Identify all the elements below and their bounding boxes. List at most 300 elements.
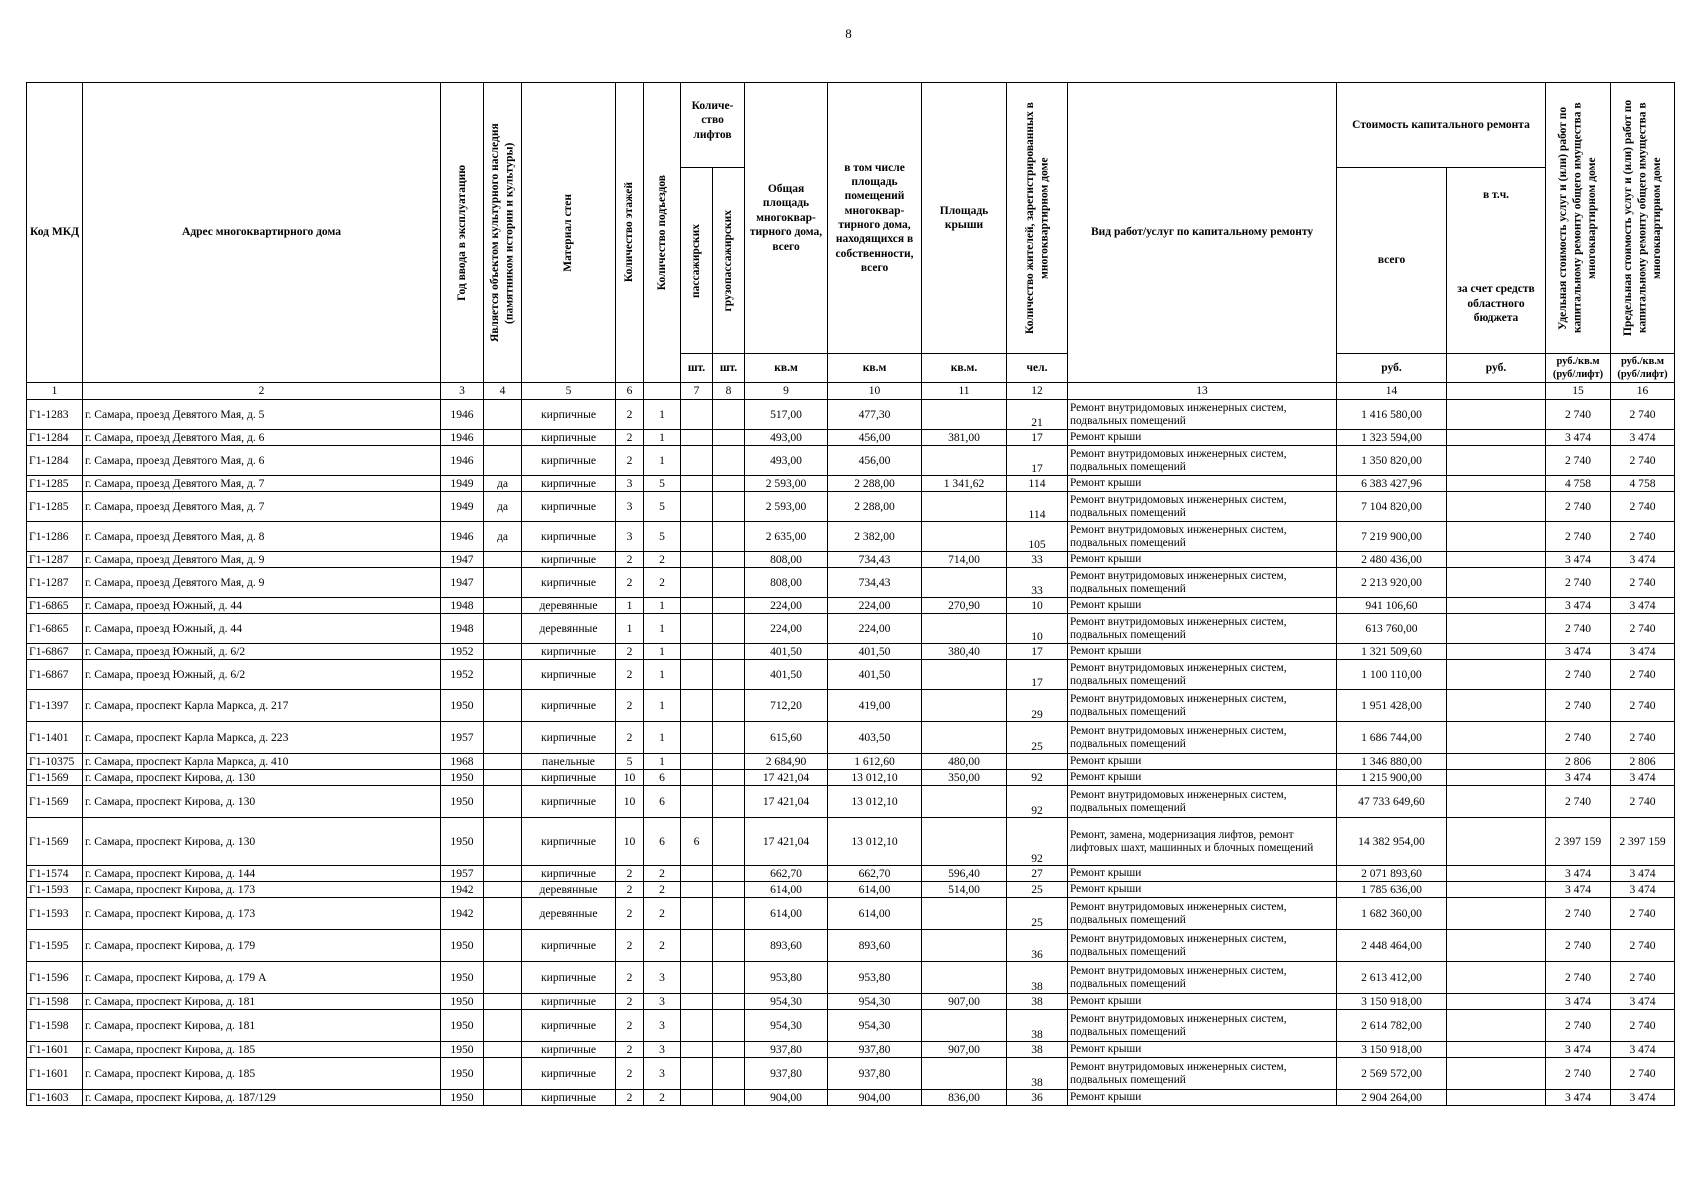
- cell-entrances: 1: [644, 446, 681, 476]
- cell-floors: 2: [616, 1010, 644, 1042]
- cell-walls: кирпичные: [522, 400, 616, 430]
- cell-residents: 33: [1007, 568, 1068, 598]
- cell-unit-cost: 2 806: [1546, 754, 1611, 770]
- cell-entrances: 1: [644, 660, 681, 690]
- cell-roof-area: [922, 660, 1007, 690]
- cell-code: Г1-1596: [27, 962, 83, 994]
- cell-entrances: 3: [644, 1010, 681, 1042]
- cell-total-area: 401,50: [745, 644, 828, 660]
- cell-work: Ремонт внутридомовых инженерных систем, подвальных помещений: [1068, 1010, 1337, 1042]
- cell-private-area: 2 382,00: [828, 522, 922, 552]
- column-number: 6: [616, 383, 644, 400]
- cell-unit-cost: 2 740: [1546, 660, 1611, 690]
- cell-private-area: 403,50: [828, 722, 922, 754]
- cell-lifts-passenger: [681, 644, 713, 660]
- cell-private-area: 224,00: [828, 614, 922, 644]
- cell-roof-area: 907,00: [922, 1042, 1007, 1058]
- cell-unit-cost: 3 474: [1546, 770, 1611, 786]
- header-cost-total: всего: [1337, 168, 1447, 354]
- cell-cost-total: 2 480 436,00: [1337, 552, 1447, 568]
- cell-entrances: 1: [644, 400, 681, 430]
- cell-address: г. Самара, проспект Карла Маркса, д. 410: [83, 754, 441, 770]
- cell-lifts-freight: [713, 722, 745, 754]
- cell-cost-total: 14 382 954,00: [1337, 818, 1447, 866]
- header-roof-area: Площадь крыши: [922, 83, 1007, 354]
- cell-total-area: 662,70: [745, 866, 828, 882]
- cell-lifts-passenger: [681, 446, 713, 476]
- header-cost-including: в т.ч.: [1482, 189, 1510, 202]
- cell-walls: кирпичные: [522, 568, 616, 598]
- cell-lifts-passenger: [681, 476, 713, 492]
- unit-total-area: кв.м: [745, 354, 828, 383]
- cell-cost-regional: [1447, 930, 1546, 962]
- cell-unit-cost: 2 740: [1546, 446, 1611, 476]
- cell-work: Ремонт крыши: [1068, 866, 1337, 882]
- cell-year: 1946: [441, 400, 484, 430]
- cell-code: Г1-1593: [27, 898, 83, 930]
- table-row: [27, 568, 1675, 598]
- cell-limit-cost: 2 740: [1611, 568, 1675, 598]
- cell-walls: кирпичные: [522, 994, 616, 1010]
- cell-code: Г1-1569: [27, 770, 83, 786]
- cell-work: Ремонт внутридомовых инженерных систем, подвальных помещений: [1068, 614, 1337, 644]
- cell-lifts-freight: [713, 1058, 745, 1090]
- cell-limit-cost: 2 740: [1611, 1058, 1675, 1090]
- cell-heritage: [484, 446, 522, 476]
- cell-entrances: 1: [644, 430, 681, 446]
- cell-walls: кирпичные: [522, 930, 616, 962]
- cell-limit-cost: 2 806: [1611, 754, 1675, 770]
- cell-walls: кирпичные: [522, 1058, 616, 1090]
- cell-total-area: 17 421,04: [745, 770, 828, 786]
- cell-heritage: [484, 644, 522, 660]
- cell-residents: 10: [1007, 598, 1068, 614]
- cell-limit-cost: 3 474: [1611, 866, 1675, 882]
- cell-address: г. Самара, проезд Девятого Мая, д. 9: [83, 568, 441, 598]
- cell-code: Г1-1401: [27, 722, 83, 754]
- cell-private-area: 904,00: [828, 1090, 922, 1106]
- cell-address: г. Самара, проспект Кирова, д. 181: [83, 994, 441, 1010]
- cell-walls: кирпичные: [522, 430, 616, 446]
- cell-roof-area: [922, 690, 1007, 722]
- cell-lifts-freight: [713, 446, 745, 476]
- cell-total-area: 2 593,00: [745, 476, 828, 492]
- cell-address: г. Самара, проезд Южный, д. 6/2: [83, 644, 441, 660]
- cell-residents: 17: [1007, 446, 1068, 476]
- cell-floors: 2: [616, 866, 644, 882]
- cell-cost-regional: [1447, 770, 1546, 786]
- cell-cost-total: 7 219 900,00: [1337, 522, 1447, 552]
- cell-lifts-freight: [713, 400, 745, 430]
- table-row: [27, 1058, 1675, 1090]
- cell-code: Г1-1285: [27, 492, 83, 522]
- cell-work: Ремонт крыши: [1068, 754, 1337, 770]
- cell-lifts-freight: [713, 690, 745, 722]
- cell-cost-regional: [1447, 962, 1546, 994]
- cell-code: Г1-1287: [27, 552, 83, 568]
- cell-private-area: 401,50: [828, 644, 922, 660]
- cell-limit-cost: 2 740: [1611, 1010, 1675, 1042]
- unit-cost-regional: руб.: [1447, 354, 1546, 383]
- cell-walls: кирпичные: [522, 722, 616, 754]
- cell-private-area: 734,43: [828, 568, 922, 598]
- cell-unit-cost: 3 474: [1546, 1090, 1611, 1106]
- cell-roof-area: [922, 522, 1007, 552]
- cell-cost-regional: [1447, 994, 1546, 1010]
- cell-address: г. Самара, проезд Девятого Мая, д. 6: [83, 430, 441, 446]
- cell-entrances: 3: [644, 1058, 681, 1090]
- cell-floors: 2: [616, 552, 644, 568]
- cell-residents: 92: [1007, 818, 1068, 866]
- cell-lifts-freight: [713, 994, 745, 1010]
- cell-roof-area: [922, 400, 1007, 430]
- cell-cost-total: 1 100 110,00: [1337, 660, 1447, 690]
- cell-floors: 5: [616, 754, 644, 770]
- cell-address: г. Самара, проспект Кирова, д. 181: [83, 1010, 441, 1042]
- cell-walls: кирпичные: [522, 522, 616, 552]
- cell-heritage: [484, 930, 522, 962]
- cell-floors: 2: [616, 1058, 644, 1090]
- cell-private-area: 401,50: [828, 660, 922, 690]
- table-row: [27, 430, 1675, 446]
- cell-year: 1942: [441, 898, 484, 930]
- cell-residents: 92: [1007, 786, 1068, 818]
- cell-address: г. Самара, проспект Кирова, д. 130: [83, 786, 441, 818]
- cell-limit-cost: 2 740: [1611, 492, 1675, 522]
- header-cost: Стоимость капитального ремонта: [1337, 83, 1546, 168]
- cell-residents: [1007, 754, 1068, 770]
- cell-private-area: 456,00: [828, 430, 922, 446]
- cell-roof-area: [922, 1058, 1007, 1090]
- cell-total-area: 493,00: [745, 430, 828, 446]
- cell-heritage: [484, 1042, 522, 1058]
- cell-heritage: [484, 614, 522, 644]
- cell-year: 1952: [441, 644, 484, 660]
- cell-total-area: 614,00: [745, 898, 828, 930]
- cell-code: Г1-1601: [27, 1042, 83, 1058]
- cell-floors: 2: [616, 446, 644, 476]
- cell-total-area: 937,80: [745, 1058, 828, 1090]
- cell-unit-cost: 2 397 159: [1546, 818, 1611, 866]
- cell-cost-total: 6 383 427,96: [1337, 476, 1447, 492]
- cell-private-area: 13 012,10: [828, 770, 922, 786]
- cell-unit-cost: 2 740: [1546, 522, 1611, 552]
- cell-entrances: 2: [644, 568, 681, 598]
- cell-year: 1949: [441, 476, 484, 492]
- cell-entrances: 3: [644, 962, 681, 994]
- cell-floors: 2: [616, 722, 644, 754]
- cell-entrances: 1: [644, 754, 681, 770]
- cell-year: 1957: [441, 722, 484, 754]
- cell-cost-regional: [1447, 1010, 1546, 1042]
- cell-unit-cost: 3 474: [1546, 644, 1611, 660]
- table-row: [27, 522, 1675, 552]
- cell-work: Ремонт внутридомовых инженерных систем, подвальных помещений: [1068, 522, 1337, 552]
- cell-cost-regional: [1447, 568, 1546, 598]
- cell-limit-cost: 3 474: [1611, 1042, 1675, 1058]
- table-row: [27, 598, 1675, 614]
- cell-address: г. Самара, проезд Южный, д. 44: [83, 598, 441, 614]
- cell-walls: кирпичные: [522, 644, 616, 660]
- cell-heritage: [484, 882, 522, 898]
- column-number: 12: [1007, 383, 1068, 400]
- cell-entrances: 2: [644, 882, 681, 898]
- cell-cost-regional: [1447, 400, 1546, 430]
- cell-address: г. Самара, проспект Кирова, д. 173: [83, 882, 441, 898]
- cell-work: Ремонт крыши: [1068, 430, 1337, 446]
- cell-code: Г1-1286: [27, 522, 83, 552]
- header-walls: Материал стен: [562, 193, 575, 272]
- header-residents: Количество жителей, зарегистрированных в многоквартирном доме: [1023, 102, 1051, 334]
- cell-walls: кирпичные: [522, 476, 616, 492]
- cell-address: г. Самара, проспект Кирова, д. 179 А: [83, 962, 441, 994]
- cell-limit-cost: 3 474: [1611, 770, 1675, 786]
- cell-floors: 2: [616, 898, 644, 930]
- cell-residents: 21: [1007, 400, 1068, 430]
- cell-lifts-passenger: [681, 1090, 713, 1106]
- cell-entrances: 1: [644, 644, 681, 660]
- cell-total-area: 614,00: [745, 882, 828, 898]
- cell-private-area: 456,00: [828, 446, 922, 476]
- cell-private-area: 954,30: [828, 994, 922, 1010]
- cell-roof-area: 836,00: [922, 1090, 1007, 1106]
- cell-lifts-freight: [713, 1090, 745, 1106]
- cell-cost-regional: [1447, 1090, 1546, 1106]
- cell-code: Г1-1284: [27, 430, 83, 446]
- cell-heritage: [484, 754, 522, 770]
- cell-floors: 2: [616, 568, 644, 598]
- cell-cost-total: 3 150 918,00: [1337, 994, 1447, 1010]
- cell-code: Г1-1595: [27, 930, 83, 962]
- cell-lifts-passenger: [681, 1042, 713, 1058]
- cell-unit-cost: 2 740: [1546, 786, 1611, 818]
- cell-heritage: [484, 1058, 522, 1090]
- column-number: 13: [1068, 383, 1337, 400]
- cell-limit-cost: 3 474: [1611, 1090, 1675, 1106]
- cell-unit-cost: 2 740: [1546, 690, 1611, 722]
- cell-lifts-freight: [713, 614, 745, 644]
- cell-limit-cost: 2 740: [1611, 786, 1675, 818]
- cell-cost-total: 1 951 428,00: [1337, 690, 1447, 722]
- cell-year: 1942: [441, 882, 484, 898]
- cell-floors: 1: [616, 614, 644, 644]
- cell-residents: 29: [1007, 690, 1068, 722]
- cell-total-area: 401,50: [745, 660, 828, 690]
- cell-code: Г1-1593: [27, 882, 83, 898]
- cell-code: Г1-1598: [27, 994, 83, 1010]
- cell-total-area: 2 593,00: [745, 492, 828, 522]
- cell-residents: 25: [1007, 722, 1068, 754]
- cell-cost-regional: [1447, 818, 1546, 866]
- cell-work: Ремонт крыши: [1068, 1090, 1337, 1106]
- cell-year: 1950: [441, 690, 484, 722]
- cell-floors: 10: [616, 770, 644, 786]
- cell-address: г. Самара, проезд Южный, д. 6/2: [83, 660, 441, 690]
- cell-limit-cost: 2 740: [1611, 722, 1675, 754]
- cell-walls: кирпичные: [522, 962, 616, 994]
- cell-unit-cost: 2 740: [1546, 1010, 1611, 1042]
- cell-floors: 2: [616, 882, 644, 898]
- cell-total-area: 953,80: [745, 962, 828, 994]
- cell-walls: кирпичные: [522, 866, 616, 882]
- cell-cost-regional: [1447, 644, 1546, 660]
- cell-code: Г1-1397: [27, 690, 83, 722]
- cell-lifts-freight: [713, 1042, 745, 1058]
- cell-heritage: [484, 818, 522, 866]
- cell-cost-regional: [1447, 882, 1546, 898]
- cell-floors: 2: [616, 660, 644, 690]
- cell-roof-area: [922, 1010, 1007, 1042]
- cell-code: Г1-1283: [27, 400, 83, 430]
- cell-lifts-passenger: [681, 722, 713, 754]
- cell-cost-total: 3 150 918,00: [1337, 1042, 1447, 1058]
- column-number: 4: [484, 383, 522, 400]
- cell-work: Ремонт внутридомовых инженерных систем, подвальных помещений: [1068, 898, 1337, 930]
- table-row: [27, 1042, 1675, 1058]
- cell-cost-total: 941 106,60: [1337, 598, 1447, 614]
- cell-address: г. Самара, проезд Девятого Мая, д. 9: [83, 552, 441, 568]
- table-row: [27, 786, 1675, 818]
- cell-residents: 105: [1007, 522, 1068, 552]
- cell-lifts-freight: [713, 1010, 745, 1042]
- cell-cost-regional: [1447, 1058, 1546, 1090]
- header-work: Вид работ/услуг по капитальному ремонту: [1068, 83, 1337, 383]
- cell-lifts-passenger: [681, 930, 713, 962]
- unit-unit-cost: руб./кв.м (руб/лифт): [1546, 354, 1611, 383]
- cell-floors: 10: [616, 818, 644, 866]
- cell-cost-regional: [1447, 614, 1546, 644]
- cell-year: 1950: [441, 1010, 484, 1042]
- cell-total-area: 808,00: [745, 552, 828, 568]
- cell-work: Ремонт внутридомовых инженерных систем, подвальных помещений: [1068, 446, 1337, 476]
- table-row: [27, 1010, 1675, 1042]
- cell-work: Ремонт внутридомовых инженерных систем, подвальных помещений: [1068, 786, 1337, 818]
- cell-roof-area: 596,40: [922, 866, 1007, 882]
- cell-cost-regional: [1447, 722, 1546, 754]
- cell-private-area: 2 288,00: [828, 492, 922, 522]
- cell-lifts-freight: [713, 930, 745, 962]
- cell-limit-cost: 2 740: [1611, 400, 1675, 430]
- cell-lifts-passenger: [681, 492, 713, 522]
- cell-residents: 17: [1007, 644, 1068, 660]
- cell-total-area: 954,30: [745, 994, 828, 1010]
- cell-work: Ремонт крыши: [1068, 644, 1337, 660]
- cell-address: г. Самара, проезд Южный, д. 44: [83, 614, 441, 644]
- cell-work: Ремонт крыши: [1068, 598, 1337, 614]
- cell-total-area: 224,00: [745, 614, 828, 644]
- cell-private-area: 13 012,10: [828, 786, 922, 818]
- cell-unit-cost: 2 740: [1546, 898, 1611, 930]
- cell-residents: 25: [1007, 882, 1068, 898]
- cell-cost-regional: [1447, 552, 1546, 568]
- cell-private-area: 954,30: [828, 1010, 922, 1042]
- cell-lifts-freight: [713, 660, 745, 690]
- cell-private-area: 224,00: [828, 598, 922, 614]
- cell-unit-cost: 2 740: [1546, 930, 1611, 962]
- cell-limit-cost: 2 397 159: [1611, 818, 1675, 866]
- cell-residents: 36: [1007, 930, 1068, 962]
- cell-lifts-freight: [713, 866, 745, 882]
- cell-cost-total: 1 682 360,00: [1337, 898, 1447, 930]
- cell-total-area: 808,00: [745, 568, 828, 598]
- cell-work: Ремонт крыши: [1068, 1042, 1337, 1058]
- column-number: 11: [922, 383, 1007, 400]
- cell-lifts-passenger: [681, 614, 713, 644]
- cell-unit-cost: 4 758: [1546, 476, 1611, 492]
- header-unit-cost: Удельная стоимость услуг и (или) работ по капитальному ремонту общего имущества в многоквартирном доме: [1557, 102, 1599, 334]
- header-lifts-freight: грузопассажирских: [722, 209, 735, 312]
- cell-code: Г1-6867: [27, 660, 83, 690]
- cell-floors: 3: [616, 522, 644, 552]
- cell-limit-cost: 3 474: [1611, 882, 1675, 898]
- cell-address: г. Самара, проспект Кирова, д. 185: [83, 1042, 441, 1058]
- cell-lifts-passenger: 6: [681, 818, 713, 866]
- cell-lifts-passenger: [681, 770, 713, 786]
- table-row: [27, 882, 1675, 898]
- cell-roof-area: [922, 722, 1007, 754]
- cell-walls: кирпичные: [522, 552, 616, 568]
- cell-code: Г1-6867: [27, 644, 83, 660]
- cell-work: Ремонт внутридомовых инженерных систем, подвальных помещений: [1068, 400, 1337, 430]
- cell-roof-area: 270,90: [922, 598, 1007, 614]
- cell-roof-area: [922, 446, 1007, 476]
- header-year: Год ввода в эксплуатацию: [455, 164, 468, 301]
- table-row: [27, 1090, 1675, 1106]
- cell-entrances: 6: [644, 818, 681, 866]
- table-row: [27, 818, 1675, 866]
- cell-lifts-passenger: [681, 866, 713, 882]
- cell-cost-regional: [1447, 492, 1546, 522]
- column-number: 14: [1337, 383, 1447, 400]
- cell-floors: 2: [616, 962, 644, 994]
- header-total-area: Общая площадь многоквар-тирного дома, всего: [745, 83, 828, 354]
- cell-address: г. Самара, проспект Кирова, д. 187/129: [83, 1090, 441, 1106]
- cell-unit-cost: 2 740: [1546, 614, 1611, 644]
- cell-work: Ремонт, замена, модернизация лифтов, ремонт лифтовых шахт, машинных и блочных помещений: [1068, 818, 1337, 866]
- cell-walls: кирпичные: [522, 786, 616, 818]
- cell-lifts-passenger: [681, 568, 713, 598]
- cell-lifts-freight: [713, 430, 745, 446]
- cell-work: Ремонт внутридомовых инженерных систем, подвальных помещений: [1068, 1058, 1337, 1090]
- cell-unit-cost: 2 740: [1546, 400, 1611, 430]
- cell-limit-cost: 2 740: [1611, 690, 1675, 722]
- cell-year: 1957: [441, 866, 484, 882]
- cell-cost-regional: [1447, 476, 1546, 492]
- header-entrances: Количество подъездов: [655, 174, 668, 291]
- cell-year: 1950: [441, 1058, 484, 1090]
- cell-lifts-freight: [713, 786, 745, 818]
- cell-lifts-passenger: [681, 994, 713, 1010]
- cell-lifts-freight: [713, 552, 745, 568]
- cell-lifts-freight: [713, 522, 745, 552]
- cell-work: Ремонт крыши: [1068, 476, 1337, 492]
- cell-lifts-passenger: [681, 552, 713, 568]
- cell-heritage: [484, 722, 522, 754]
- cell-year: 1946: [441, 446, 484, 476]
- cell-cost-total: 1 350 820,00: [1337, 446, 1447, 476]
- unit-roof-area: кв.м.: [922, 354, 1007, 383]
- cell-address: г. Самара, проспект Кирова, д. 130: [83, 770, 441, 786]
- cell-floors: 2: [616, 400, 644, 430]
- table-row: [27, 446, 1675, 476]
- cell-private-area: 953,80: [828, 962, 922, 994]
- cell-limit-cost: 3 474: [1611, 644, 1675, 660]
- cell-private-area: 419,00: [828, 690, 922, 722]
- cell-unit-cost: 2 740: [1546, 722, 1611, 754]
- cell-work: Ремонт внутридомовых инженерных систем, подвальных помещений: [1068, 568, 1337, 598]
- table-row: [27, 400, 1675, 430]
- cell-cost-regional: [1447, 690, 1546, 722]
